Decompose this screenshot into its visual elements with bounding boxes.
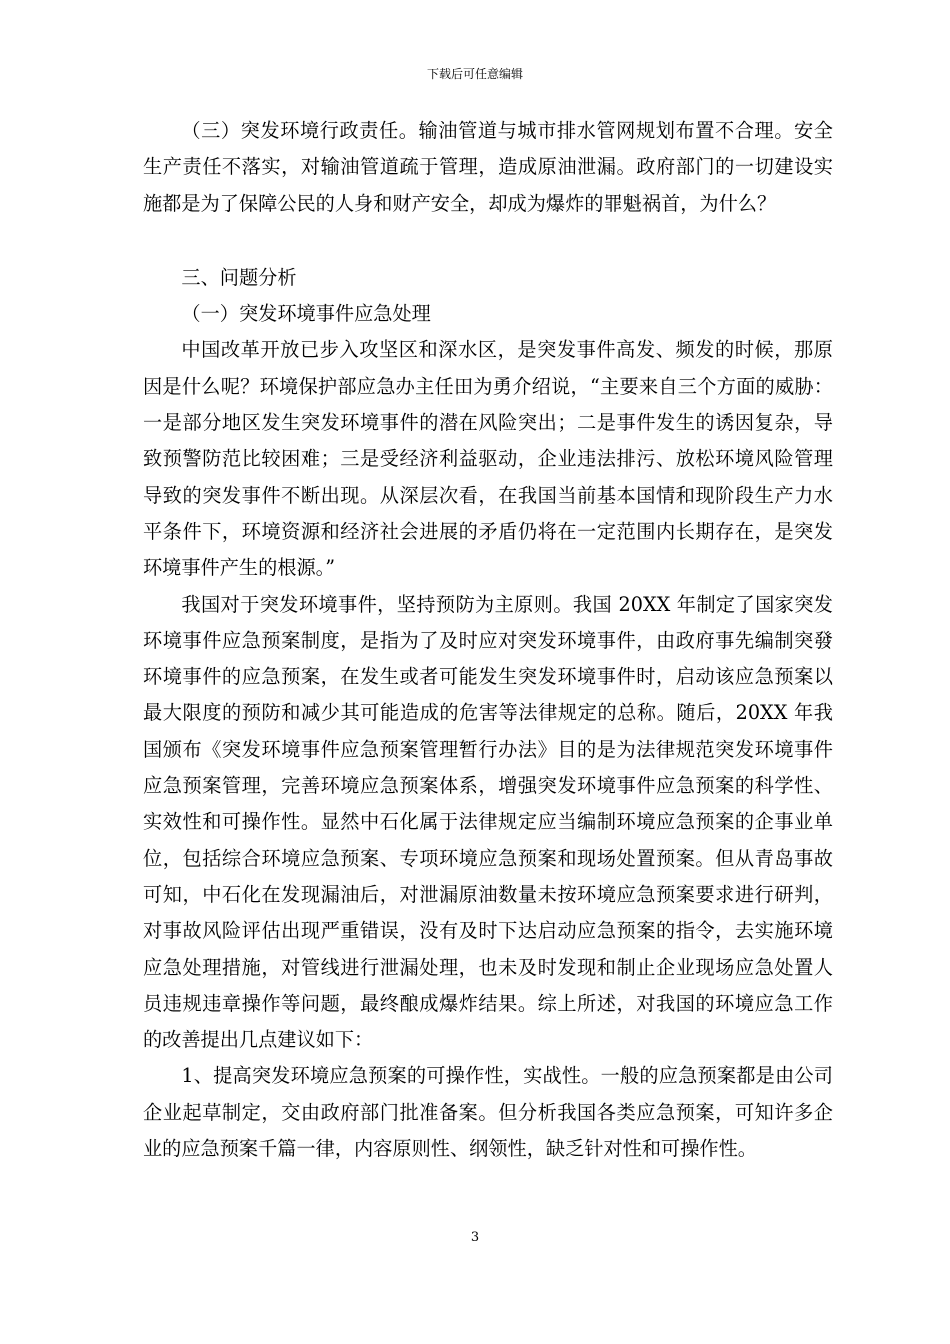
paragraph-suggestion-1: 1、提高突发环境应急预案的可操作性，实战性。一般的应急预案都是由公司企业起草制定，交由政府部门批准备案。但分析我国各类应急预案，可知许多企业的应急预案千篇一律，内容原则性、纲领性，缺乏针对性和可操作性。 xyxy=(143,1064,833,1161)
subsection-heading: （一）突发环境事件应急处理 xyxy=(181,302,431,326)
document-body xyxy=(143,113,833,1167)
section-spacer xyxy=(143,222,833,260)
paragraph-admin-responsibility: （三）突发环境行政责任。输油管道与城市排水管网规划布置不合理。安全生产责任不落实，对输油管道疏于管理，造成原油泄漏。政府部门的一切建设实施都是为了保障公民的人身和财产安全，却成为爆炸的罪魁祸首，为什么？ xyxy=(143,119,833,215)
page-number: 3 xyxy=(470,1230,480,1245)
paragraph-emergency-plan: 我国对于突发环境事件，坚持预防为主原则。我国 20XX 年制定了国家突发环境事件应急预案制度，是指为了及时应对突发环境事件，由政府事先编制突發环境事件的应急预案，在发生或者可能发生突发环境事件时，启动该应急预案以最大限度的预防和减少其可能造成的危害等法律规定的总称。随后，20XX 年我国颁布《突发环境事件应急预案管理暂行办法》目的是为法律规范突发环境事件应急预案管理，完善环境应急预案体系，增强突发环境事件应急预案的科学性、实效性和可操作性。显然中石化属于法律规定应当编制环境应急预案的企事业单位，包括综合环境应急预案、专项环境应急预案和现场处置预案。但从青岛事故可知，中石化在发现漏油后，对泄漏原油数量未按环境应急预案要求进行研判，对事故风险评估出现严重错误，没有及时下达启动应急预案的指令，去实施环境应急处理措施，对管线进行泄漏处理，也未及时发现和制止企业现场应急处置人员违规违章操作等问题，最终酿成爆炸结果。综上所述，对我国的环境应急工作的改善提出几点建议如下： xyxy=(143,592,833,1052)
page-header: 下载后可任意编辑 xyxy=(426,67,523,81)
paragraph-causes: 中国改革开放已步入攻坚区和深水区，是突发事件高发、频发的时候，那原因是什么呢？环境保护部应急办主任田为勇介绍说，“主要来自三个方面的威胁：一是部分地区发生突发环境事件的潜在风险突出；二是事件发生的诱因复杂，导致预警防范比较困难；三是受经济利益驱动，企业违法排污、放松环境风险管理导致的突发事件不断出现。从深层次看，在我国当前基本国情和现阶段生产力水平条件下，环境资源和经济社会进展的矛盾仍将在一定范围内长期存在，是突发环境事件产生的根源。” xyxy=(143,338,833,580)
section-heading: 三、问题分析 xyxy=(181,265,297,289)
